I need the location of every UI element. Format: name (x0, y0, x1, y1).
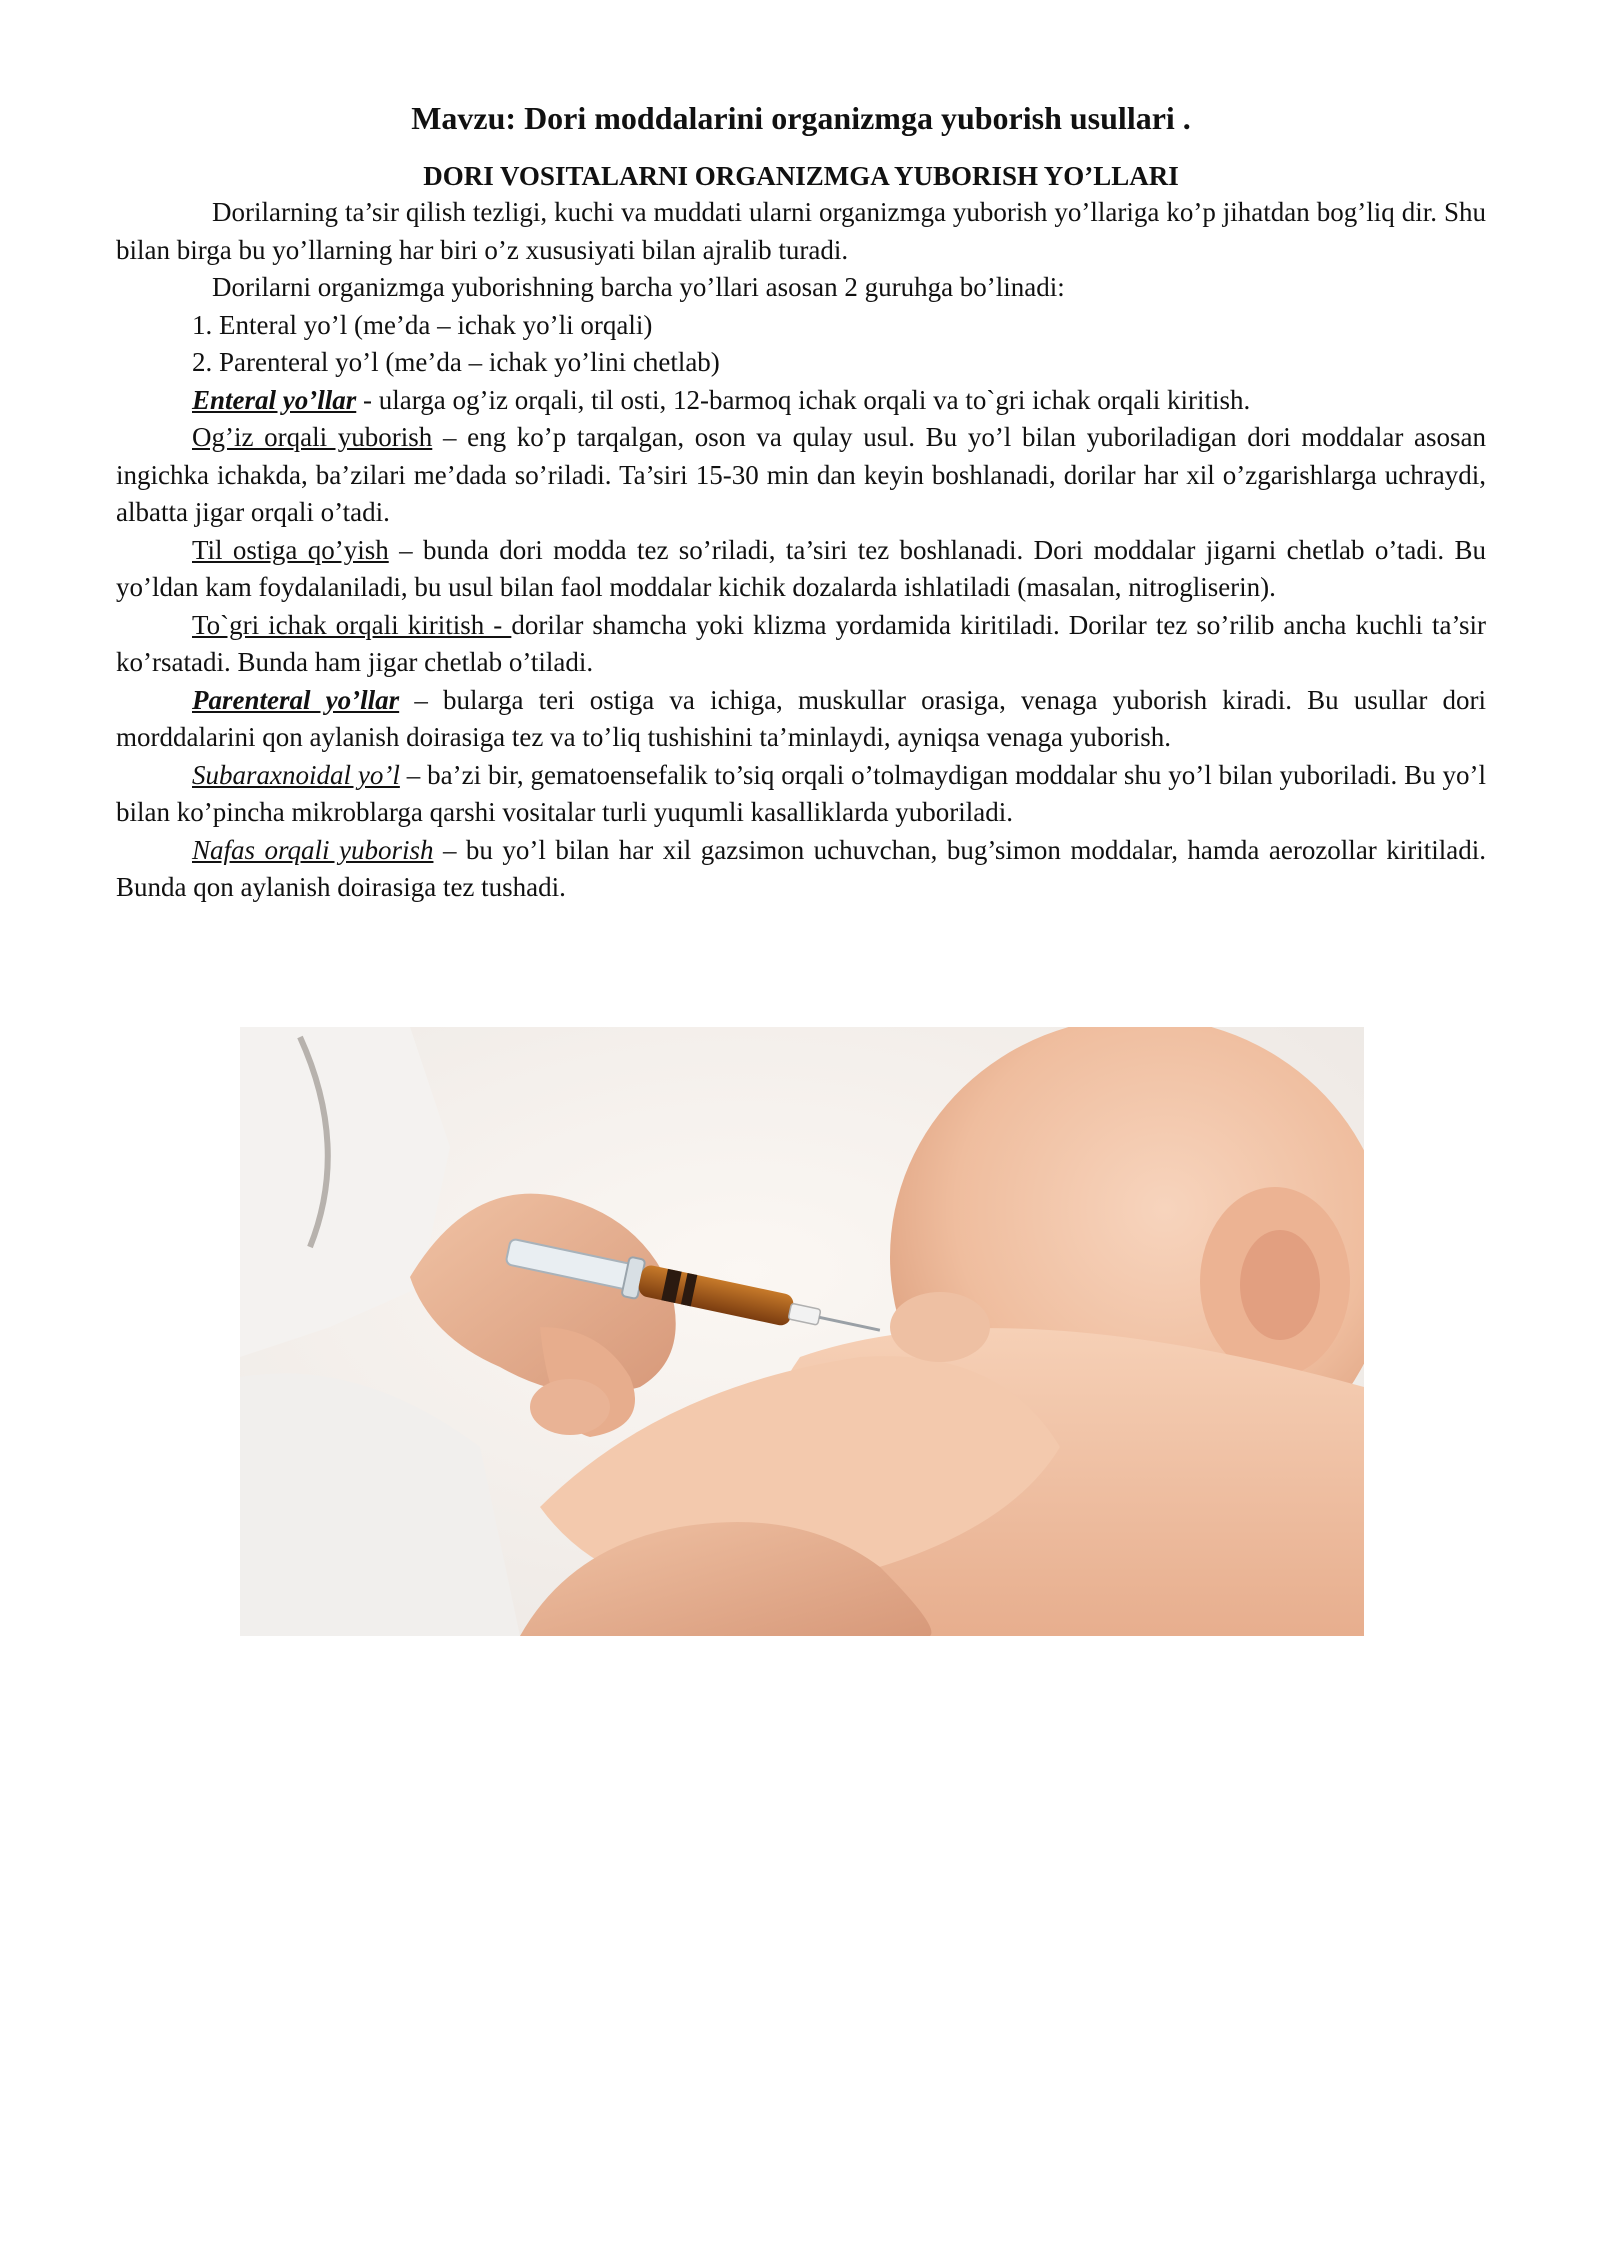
list-item-parenteral: 2. Parenteral yo’l (me’da – ichak yo’lini chetlab) (192, 347, 720, 377)
document-page (116, 96, 1486, 907)
term-parenteral: Parenteral yo’llar (192, 684, 400, 715)
term-oral: Og’iz orqali yuborish (192, 422, 433, 452)
text-inhalation: – bu yo’l bilan har xil gazsimon uchuvchan, bug’simon moddalar, hamda aerozollar kiritiladi. Bunda qon aylanish doirasiga tez tushadi. (116, 834, 1486, 902)
paragraph-enteral (116, 382, 1486, 420)
text-sublingual: – bunda dori modda tez so’riladi, ta’siri tez boshlanadi. Dori moddalar jigarni chetlab o’tadi. Bu yo’ldan kam foydalaniladi, bu usul bilan faol moddalar kichik dozalarda ishlatiladi (masalan, nitrogliserin). (116, 534, 1486, 602)
text-oral: – eng ko’p tarqalgan, oson va qulay usul. Bu yo’l bilan yuboriladigan dori moddalar asosan ingichka ichakda, ba’zilari me’dada so’riladi. Ta’siri 15-30 min dan keyin boshlanadi, dorilar har xil o’zgarishlarga uchraydi, albatta jigar orqali o’tadi. (116, 422, 1487, 527)
paragraph-parenteral (116, 682, 1486, 757)
paragraph-inhalation (116, 832, 1486, 907)
list-item-enteral: 1. Enteral yo’l (me’da – ichak yo’li orqali) (192, 309, 653, 340)
baby-vaccination-photo (240, 1027, 1364, 1636)
text-enteral: - ularga og’iz orqali, til osti, 12-barmoq ichak orqali va to`gri ichak orqali kiritish. (356, 384, 1251, 415)
paragraph-rectal (116, 607, 1486, 682)
paragraph-oral (116, 419, 1486, 532)
term-inhalation: Nafas orqali yuborish (192, 834, 434, 865)
page-title: Mavzu: Dori moddalarini organizmga yuborish usullari . (411, 100, 1191, 136)
section-heading: DORI VOSITALARNI ORGANIZMGA YUBORISH YO’LLARI (423, 161, 1179, 191)
groups-paragraph: Dorilarni organizmga yuborishning barcha yo’llari asosan 2 guruhga bo’linadi: (212, 272, 1065, 302)
term-subarachnoid: Subaraxnoidal yo’l (192, 759, 400, 790)
paragraph-sublingual (116, 532, 1486, 607)
text-rectal: dorilar shamcha yoki klizma yordamida kiritiladi. Dorilar tez so’rilib ancha kuchli ta’sir ko’rsatadi. Bunda ham jigar chetlab o’tiladi. (116, 609, 1486, 677)
text-parenteral: – bularga teri ostiga va ichiga, muskullar orasiga, venaga yuborish kiradi. Bu usullar dori morddalarini qon aylanish doirasiga tez va to’liq tushishini ta’minlaydi, ayniqsa venaga yuborish. (116, 684, 1486, 752)
paragraph-subarachnoid (116, 757, 1486, 832)
intro-paragraph: Dorilarning ta’sir qilish tezligi, kuchi va muddati ularni organizmga yuborish yo’llariga ko’p jihatdan bog’liq dir. Shu bilan birga bu yo’llarning har biri o’z xususiyati bilan ajralib turadi. (116, 197, 1486, 265)
term-sublingual: Til ostiga qo’yish (192, 534, 389, 565)
term-rectal: To`gri ichak orqali kiritish - (192, 609, 512, 640)
text-subarachnoid: – ba’zi bir, gematoensefalik to’siq orqali o’tolmaydigan moddalar shu yo’l bilan yuboriladi. Bu yo’l bilan ko’pincha mikroblarga qarshi vositalar turli yuqumli kasalliklarda yuboriladi. (116, 759, 1486, 827)
term-enteral: Enteral yo’llar (192, 384, 357, 415)
